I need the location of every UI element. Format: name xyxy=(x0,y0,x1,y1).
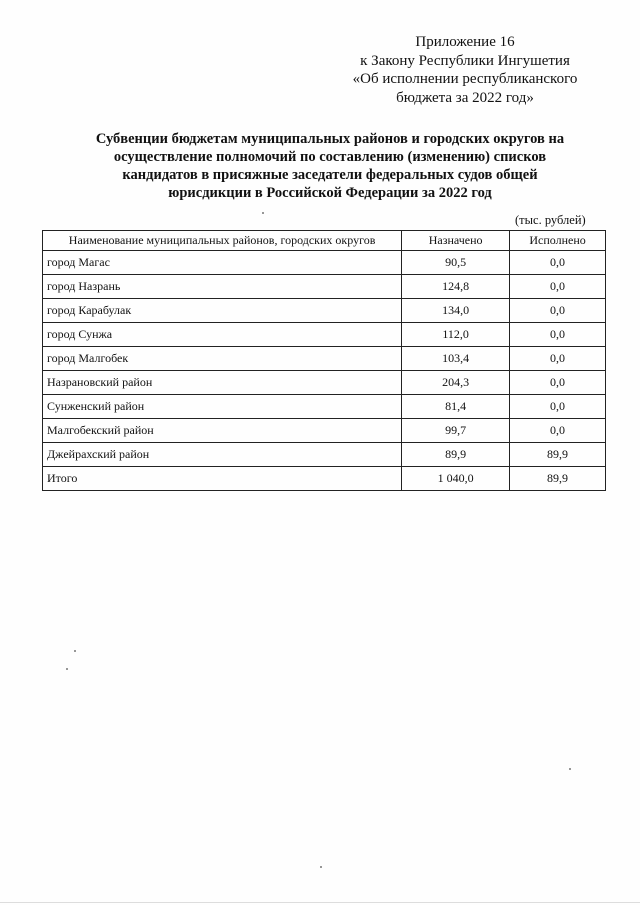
appendix-header xyxy=(330,33,600,107)
header-done: Исполнено xyxy=(510,231,606,251)
table-row xyxy=(43,299,606,323)
title-line: Субвенции бюджетам муниципальных районов и городских округов на xyxy=(95,131,565,147)
row-assigned: 112,0 xyxy=(402,323,510,347)
title-line: кандидатов в присяжные заседатели федеральных судов общей xyxy=(122,167,538,183)
table-row xyxy=(43,371,606,395)
table-row xyxy=(43,419,606,443)
table-row xyxy=(43,395,606,419)
row-done: 0,0 xyxy=(510,323,606,347)
row-done: 89,9 xyxy=(510,443,606,467)
row-assigned: 99,7 xyxy=(402,419,510,443)
header-assigned: Назначено xyxy=(402,231,510,251)
row-name: город Назрань xyxy=(43,275,402,299)
appendix-line: Приложение 16 xyxy=(415,34,515,50)
table-row xyxy=(43,251,606,275)
row-name: город Сунжа xyxy=(43,323,402,347)
row-done: 0,0 xyxy=(510,275,606,299)
row-name: город Карабулак xyxy=(43,299,402,323)
row-done: 0,0 xyxy=(510,347,606,371)
row-name: Малгобекский район xyxy=(43,419,402,443)
row-name: город Магас xyxy=(43,251,402,275)
table-row xyxy=(43,323,606,347)
row-done: 0,0 xyxy=(510,395,606,419)
table-row xyxy=(43,275,606,299)
row-assigned: 204,3 xyxy=(402,371,510,395)
row-name: город Малгобек xyxy=(43,347,402,371)
units-label: (тыс. рублей) xyxy=(515,213,586,227)
total-done: 89,9 xyxy=(510,467,606,491)
scan-speck xyxy=(74,650,76,652)
row-assigned: 81,4 xyxy=(402,395,510,419)
total-name: Итого xyxy=(43,467,402,491)
row-done: 0,0 xyxy=(510,251,606,275)
table-row xyxy=(43,347,606,371)
row-assigned: 90,5 xyxy=(402,251,510,275)
header-name: Наименование муниципальных районов, городских округов xyxy=(43,231,402,251)
row-assigned: 134,0 xyxy=(402,299,510,323)
scan-speck xyxy=(569,768,571,770)
appendix-line: «Об исполнении республиканского xyxy=(352,71,578,87)
row-name: Назрановский район xyxy=(43,371,402,395)
row-assigned: 124,8 xyxy=(402,275,510,299)
appendix-line: к Закону Республики Ингушетия xyxy=(360,52,570,69)
scan-speck xyxy=(262,212,264,214)
page-edge xyxy=(0,902,640,903)
table-total-row xyxy=(43,467,606,491)
scan-speck xyxy=(320,866,322,868)
row-done: 0,0 xyxy=(510,419,606,443)
row-done: 0,0 xyxy=(510,299,606,323)
title-line: юрисдикции в Российской Федерации за 2022 год xyxy=(168,185,492,201)
row-done: 0,0 xyxy=(510,371,606,395)
appendix-line: бюджета за 2022 год» xyxy=(396,89,534,106)
table-header-row xyxy=(43,231,606,251)
row-name: Джейрахский район xyxy=(43,443,402,467)
row-assigned: 89,9 xyxy=(402,443,510,467)
budget-table xyxy=(42,230,606,491)
row-name: Сунженский район xyxy=(43,395,402,419)
table-row xyxy=(43,443,606,467)
row-assigned: 103,4 xyxy=(402,347,510,371)
title-line: осуществление полномочий по составлению (изменению) списков xyxy=(113,149,547,165)
document-title xyxy=(60,130,600,202)
total-assigned: 1 040,0 xyxy=(402,467,510,491)
scan-speck xyxy=(66,668,68,670)
